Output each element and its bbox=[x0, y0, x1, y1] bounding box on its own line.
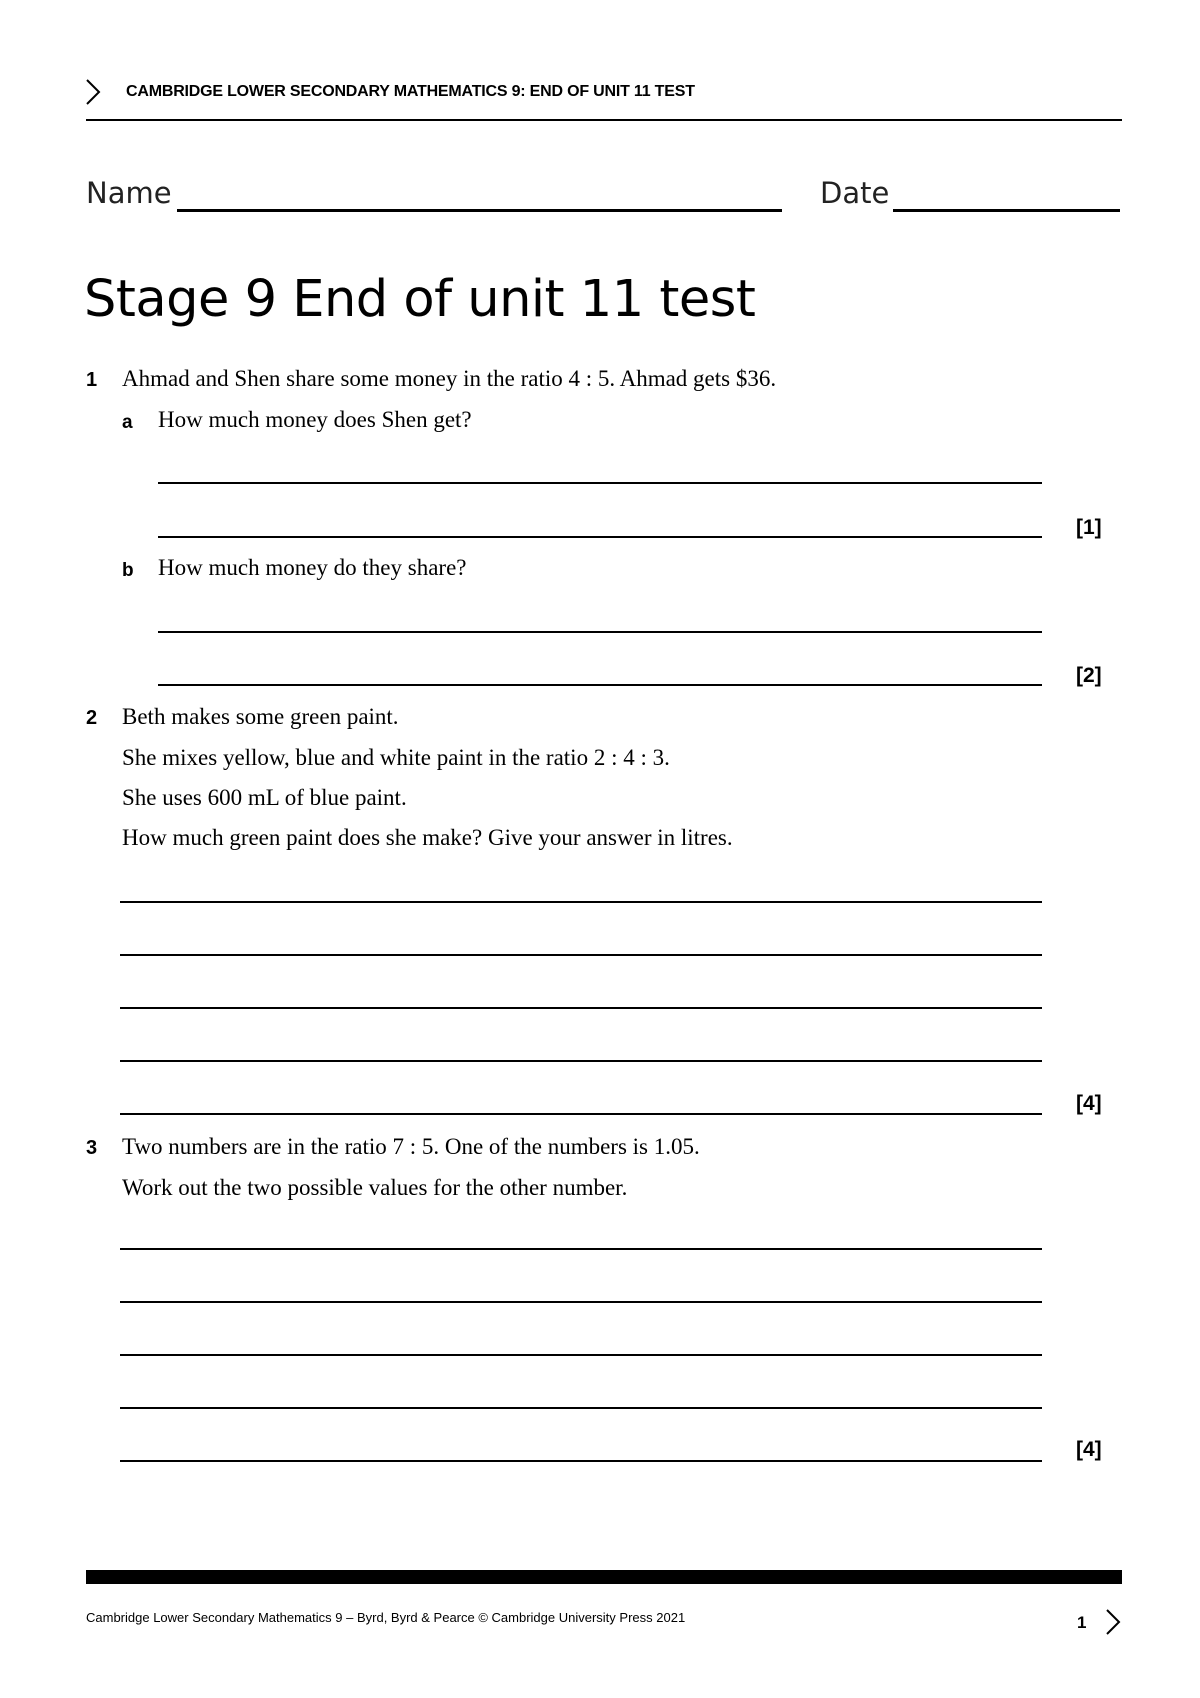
answer-line[interactable] bbox=[120, 901, 1042, 903]
question-number: 1 bbox=[86, 369, 98, 391]
question-number: 3 bbox=[86, 1137, 98, 1159]
answer-line[interactable] bbox=[120, 1060, 1042, 1062]
question-text: She uses 600 mL of blue paint. bbox=[122, 785, 407, 810]
answer-line[interactable] bbox=[120, 1113, 1042, 1115]
answer-line[interactable] bbox=[120, 1007, 1042, 1009]
answer-line[interactable] bbox=[158, 631, 1042, 633]
date-label: Date bbox=[820, 176, 890, 210]
answer-line[interactable] bbox=[158, 482, 1042, 484]
marks-label: [2] bbox=[1076, 664, 1102, 687]
date-field[interactable] bbox=[893, 209, 1120, 212]
answer-line[interactable] bbox=[120, 954, 1042, 956]
answer-line[interactable] bbox=[158, 684, 1042, 686]
part-label: a bbox=[122, 412, 133, 433]
question-text: Work out the two possible values for the other number. bbox=[122, 1175, 628, 1200]
answer-line[interactable] bbox=[120, 1354, 1042, 1356]
page-number: 1 bbox=[1077, 1613, 1087, 1632]
question-text: Ahmad and Shen share some money in the ratio 4 : 5. Ahmad gets $36. bbox=[122, 366, 777, 391]
name-label: Name bbox=[86, 176, 172, 210]
footer-text: Cambridge Lower Secondary Mathematics 9 – Byrd, Byrd & Pearce © Cambridge University Press 2021 bbox=[86, 1610, 686, 1625]
marks-label: [1] bbox=[1076, 516, 1102, 539]
part-text: How much money does Shen get? bbox=[158, 407, 472, 432]
part-text: How much money do they share? bbox=[158, 555, 467, 580]
question-text: She mixes yellow, blue and white paint in the ratio 2 : 4 : 3. bbox=[122, 745, 670, 770]
question-text: Two numbers are in the ratio 7 : 5. One of the numbers is 1.05. bbox=[122, 1134, 700, 1159]
question-text: Beth makes some green paint. bbox=[122, 704, 399, 729]
answer-line[interactable] bbox=[120, 1460, 1042, 1462]
question-text: How much green paint does she make? Give your answer in litres. bbox=[122, 825, 733, 850]
answer-line[interactable] bbox=[120, 1248, 1042, 1250]
chevron-right-icon[interactable] bbox=[1100, 1608, 1128, 1636]
header-rule bbox=[86, 119, 1122, 121]
answer-line[interactable] bbox=[120, 1407, 1042, 1409]
page-title: Stage 9 End of unit 11 test bbox=[84, 270, 756, 329]
part-label: b bbox=[122, 560, 134, 581]
chevron-right-icon bbox=[80, 78, 108, 106]
question-number: 2 bbox=[86, 707, 98, 729]
name-field[interactable] bbox=[177, 209, 782, 212]
footer-bar bbox=[86, 1570, 1122, 1584]
answer-line[interactable] bbox=[120, 1301, 1042, 1303]
answer-line[interactable] bbox=[158, 536, 1042, 538]
marks-label: [4] bbox=[1076, 1438, 1102, 1461]
header-title: CAMBRIDGE LOWER SECONDARY MATHEMATICS 9: END OF UNIT 11 TEST bbox=[126, 83, 695, 100]
marks-label: [4] bbox=[1076, 1092, 1102, 1115]
